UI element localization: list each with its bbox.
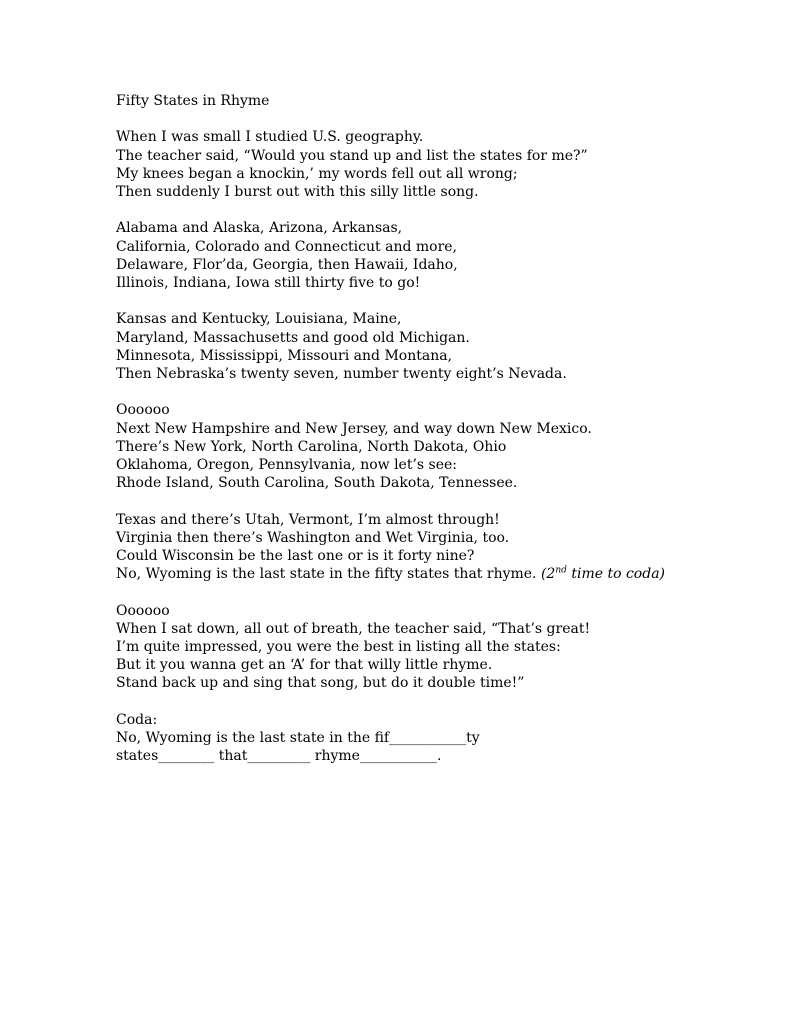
document-page xyxy=(116,92,756,765)
coda-note-open: (2 xyxy=(540,566,556,583)
stanza-line: Alabama and Alaska, Arizona, Arkansas, xyxy=(116,220,403,237)
coda-section xyxy=(116,711,756,766)
coda-line: No, Wyoming is the last state in the fif___________ty xyxy=(116,730,480,746)
stanza-line: My knees began a knockin,’ my words fell out all wrong; xyxy=(116,165,518,182)
stanza-line: Then Nebraska’s twenty seven, number twenty eight’s Nevada. xyxy=(116,366,567,382)
stanza-gap xyxy=(116,383,756,401)
stanza-gap xyxy=(116,201,756,219)
stanza-line: Texas and there’s Utah, Vermont, I’m almost through! xyxy=(116,511,500,528)
stanza-line: There’s New York, North Carolina, North Dakota, Ohio xyxy=(116,438,507,455)
stanza-gap xyxy=(116,693,756,711)
stanza-3 xyxy=(116,310,756,383)
stanza-line: Oooooo xyxy=(116,602,170,619)
coda-note-close: time to coda) xyxy=(566,566,665,583)
stanza-line: Then suddenly I burst out with this silly little song. xyxy=(116,184,479,200)
coda-heading: Coda: xyxy=(116,711,158,728)
stanza-line: Oklahoma, Oregon, Pennsylvania, now let’s see: xyxy=(116,457,458,473)
stanza-line: I’m quite impressed, you were the best in listing all the states: xyxy=(116,639,561,655)
stanza-line: Virginia then there’s Washington and Wet Virginia, too. xyxy=(116,529,510,546)
stanza-line: Rhode Island, South Carolina, South Dakota, Tennessee. xyxy=(116,475,518,492)
stanza-1 xyxy=(116,128,756,201)
stanza-line-with-note xyxy=(116,565,756,583)
coda-note-superscript: nd xyxy=(555,565,567,576)
stanza-4 xyxy=(116,401,756,492)
stanza-6 xyxy=(116,602,756,693)
stanza-line: Illinois, Indiana, Iowa still thirty five to go! xyxy=(116,275,421,291)
stanza-line: The teacher said, “Would you stand up and list the states for me?” xyxy=(116,147,588,164)
stanza-line: When I sat down, all out of breath, the teacher said, “That’s great! xyxy=(116,620,591,637)
stanza-gap xyxy=(116,583,756,601)
stanza-line: Maryland, Massachusetts and good old Michigan. xyxy=(116,329,470,346)
coda-note xyxy=(541,566,665,582)
stanza-line: Oooooo xyxy=(116,402,170,419)
stanza-line: Minnesota, Mississippi, Missouri and Montana, xyxy=(116,347,453,364)
stanza-line: When I was small I studied U.S. geography. xyxy=(116,129,424,146)
stanza-gap xyxy=(116,292,756,310)
stanza-2 xyxy=(116,219,756,292)
stanza-5 xyxy=(116,511,756,584)
stanza-line: Kansas and Kentucky, Louisiana, Maine, xyxy=(116,311,402,328)
stanza-line: But it you wanna get an ‘A’ for that willy little rhyme. xyxy=(116,657,493,674)
stanza-line: California, Colorado and Connecticut and more, xyxy=(116,238,458,255)
stanza-line: Delaware, Flor’da, Georgia, then Hawaii, Idaho, xyxy=(116,256,458,273)
stanza-gap xyxy=(116,492,756,510)
coda-line: states________ that_________ rhyme___________. xyxy=(116,748,442,765)
stanza-line: Next New Hampshire and New Jersey, and way down New Mexico. xyxy=(116,420,592,437)
stanza-line: Stand back up and sing that song, but do it double time!” xyxy=(116,675,525,692)
stanza-line: Could Wisconsin be the last one or is it forty nine? xyxy=(116,548,475,564)
stanza-line-text: No, Wyoming is the last state in the fifty states that rhyme. xyxy=(116,566,541,583)
document-title: Fifty States in Rhyme xyxy=(116,93,270,109)
